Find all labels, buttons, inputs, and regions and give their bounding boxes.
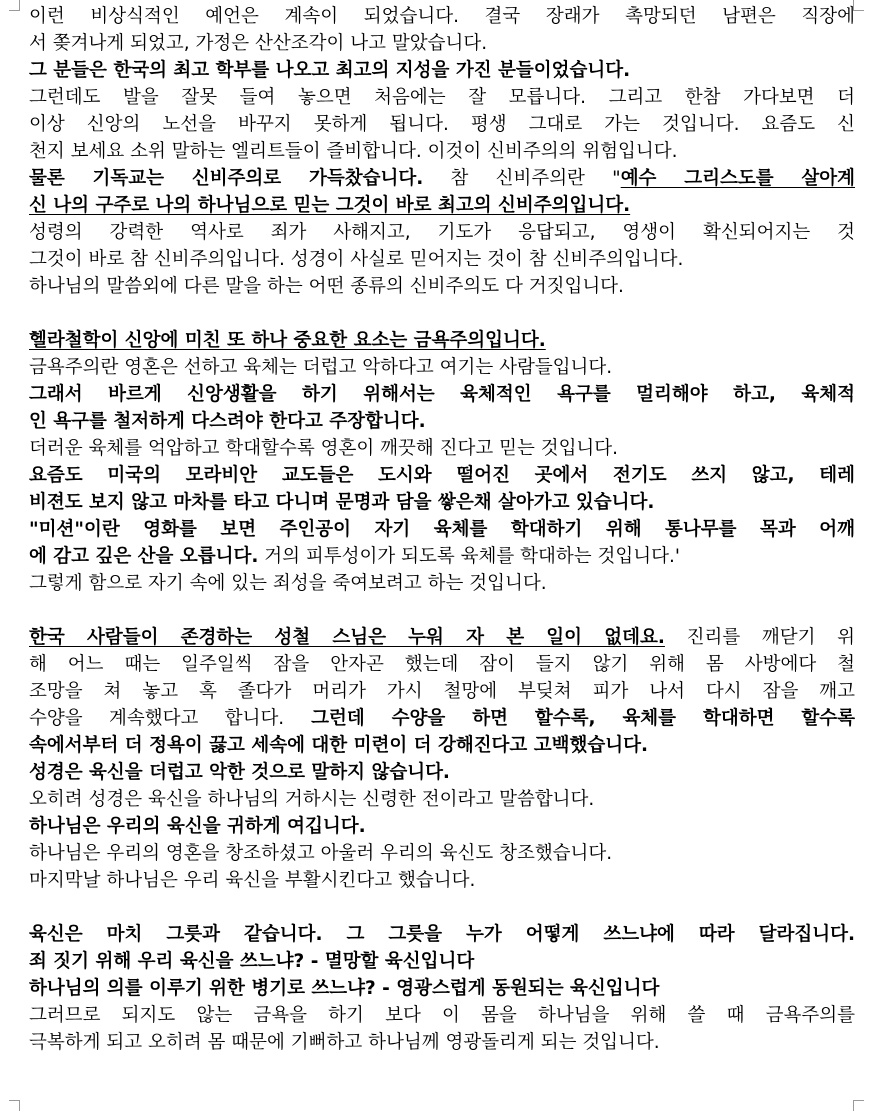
text-line	[29, 489, 855, 516]
text-line	[29, 138, 855, 165]
emphasized-text: 신 나의 구주로 나의 하나님으로 믿는 그것이 바로 최고의 신비주의입니다.	[29, 195, 631, 216]
emphasized-text: 하나님의 의를 이루기 위한 병기로 쓰느냐? - 영광스럽게 동원되는 육신입니다	[29, 978, 660, 999]
body-text: 이상 신앙의 노선을 바꾸지 못하게 됩니다. 평생 그대로 가는 것입니다. 요즘도 신	[29, 114, 855, 135]
text-line	[29, 867, 855, 894]
text-line	[29, 975, 855, 1002]
body-text: 성령의 강력한 역사로 죄가 사해지고, 기도가 응답되고, 영생이 확신되어지는 것	[29, 222, 855, 243]
text-line	[29, 273, 855, 300]
emphasized-text: 예수 그리스도를 살아계	[620, 168, 855, 189]
emphasized-text: 성경은 육신을 더럽고 악한 것으로 말하지 않습니다.	[29, 762, 450, 783]
text-line	[29, 57, 855, 84]
body-text: 참 신비주의란 "	[423, 168, 621, 189]
body-text: 그러므로 되지도 않는 금욕을 하기 보다 이 몸을 하나님을 위해 쓸 때 금욕주의를	[29, 1005, 855, 1026]
body-text: 천지 보세요 소위 말하는 엘리트들이 즐비합니다. 이것이 신비주의의 위험입니다.	[29, 141, 678, 162]
text-line	[29, 1029, 855, 1056]
body-text: 서 쫒겨나게 되었고, 가정은 산산조각이 나고 말았습니다.	[29, 33, 488, 54]
text-line	[29, 219, 855, 246]
text-line	[29, 192, 855, 219]
text-line	[29, 246, 855, 273]
paragraph-gap	[29, 894, 855, 921]
emphasized-text: 그런데 수양을 하면 할수록, 육체를 학대하면 할수록	[284, 708, 855, 729]
body-text: 하나님은 우리의 영혼을 창조하셨고 아울러 우리의 육신도 창조했습니다.	[29, 843, 613, 864]
emphasized-text: 그래서 바르게 신앙생활을 하기 위해서는 육체적인 욕구를 멀리해야 하고, 육체적	[29, 384, 855, 405]
text-line	[29, 759, 855, 786]
text-line	[29, 30, 855, 57]
emphasized-text: 한국 사람들이 존경하는 성철 스님은 누워 자 본 일이 없데요.	[29, 627, 665, 648]
emphasized-text: 그 분들은 한국의 최고 학부를 나오고 최고의 지성을 가진 분들이었습니다.	[29, 60, 631, 81]
emphasized-text: 헬라철학이 신앙에 미친 또 하나 중요한 요소는 금욕주의입니다.	[29, 330, 546, 351]
body-text: 더러운 육체를 억압하고 학대할수록 영혼이 깨끗해 진다고 믿는 것입니다.	[29, 438, 619, 459]
body-text: 마지막날 하나님은 우리 육신을 부활시킨다고 했습니다.	[29, 870, 476, 891]
body-text: 그것이 바로 참 신비주의입니다. 성경이 사실로 믿어지는 것이 참 신비주의입니다.	[29, 249, 684, 270]
text-line	[29, 1002, 855, 1029]
text-line	[29, 462, 855, 489]
text-line	[29, 921, 855, 948]
text-line	[29, 813, 855, 840]
body-text: 수양을 계속했다고 합니다.	[29, 708, 285, 729]
body-text: 조망을 쳐 놓고 혹 졸다가 머리가 가시 철망에 부딪쳐 피가 나서 다시 잠을 깨고	[29, 681, 855, 702]
document-body	[29, 3, 855, 1056]
text-line	[29, 840, 855, 867]
emphasized-text: 인 욕구를 철저하게 다스려야 한다고 주장합니다.	[29, 411, 426, 432]
body-text: 진리를 깨닫기 위	[664, 627, 855, 648]
text-line	[29, 408, 855, 435]
emphasized-text: 에 감고 깊은 산을 오릅니다.	[29, 546, 259, 567]
body-text: 이런 비상식적인 예언은 계속이 되었습니다. 결국 장래가 촉망되던 남편은 직장에	[29, 6, 855, 27]
text-line	[29, 678, 855, 705]
body-text: 거의 피투성이가 되도록 육체를 학대하는 것입니다.'	[258, 546, 680, 567]
page-corner-mark	[853, 1100, 864, 1111]
text-line	[29, 354, 855, 381]
text-line	[29, 111, 855, 138]
text-line	[29, 624, 855, 651]
paragraph-gap	[29, 597, 855, 624]
emphasized-text: 하나님은 우리의 육신을 귀하게 여깁니다.	[29, 816, 366, 837]
body-text: 그런데도 발을 잘못 들여 놓으면 처음에는 잘 모릅니다. 그리고 한참 가다보면 더	[29, 87, 855, 108]
text-line	[29, 786, 855, 813]
text-line	[29, 948, 855, 975]
text-line	[29, 165, 855, 192]
text-line	[29, 327, 855, 354]
text-line	[29, 3, 855, 30]
emphasized-text: 물론 기독교는 신비주의로 가득찼습니다.	[29, 168, 424, 189]
body-text: 금욕주의란 영혼은 선하고 육체는 더럽고 악하다고 여기는 사람들입니다.	[29, 357, 613, 378]
text-line	[29, 651, 855, 678]
page-corner-mark	[9, 0, 20, 11]
body-text: 오히려 성경은 육신을 하나님의 거하시는 신령한 전이라고 말씀합니다.	[29, 789, 595, 810]
text-line	[29, 516, 855, 543]
emphasized-text: 요즘도 미국의 모라비안 교도들은 도시와 떨어진 곳에서 전기도 쓰지 않고, 테레	[29, 465, 855, 486]
emphasized-text: 속에서부터 더 정욕이 끓고 세속에 대한 미련이 더 강해진다고 고백했습니다.	[29, 735, 648, 756]
text-line	[29, 435, 855, 462]
body-text: 해 어느 때는 일주일씩 잠을 안자곤 했는데 잠이 들지 않기 위해 몸 사방에다 철	[29, 654, 855, 675]
emphasized-text: 죄 짓기 위해 우리 육신을 쓰느냐? - 멸망할 육신입니다	[29, 951, 475, 972]
text-line	[29, 570, 855, 597]
paragraph-gap	[29, 300, 855, 327]
emphasized-text: 육신은 마치 그릇과 같습니다. 그 그릇을 누가 어떻게 쓰느냐에 따라 달라집니다.	[29, 924, 855, 945]
page-corner-mark	[9, 1100, 20, 1111]
emphasized-text: "미션"이란 영화를 보면 주인공이 자기 육체를 학대하기 위해 통나무를 목과 어깨	[29, 519, 855, 540]
text-line	[29, 543, 855, 570]
text-line	[29, 732, 855, 759]
text-line	[29, 705, 855, 732]
emphasized-text: 비젼도 보지 않고 마차를 타고 다니며 문명과 담을 쌓은채 살아가고 있습니다.	[29, 492, 655, 513]
body-text: 하나님의 말씀외에 다른 말을 하는 어떤 종류의 신비주의도 다 거짓입니다.	[29, 276, 624, 297]
body-text: 그렇게 함으로 자기 속에 있는 죄성을 죽여보려고 하는 것입니다.	[29, 573, 547, 594]
body-text: 극복하게 되고 오히려 몸 때문에 기뻐하고 하나님께 영광돌리게 되는 것입니다.	[29, 1032, 660, 1053]
text-line	[29, 84, 855, 111]
text-line	[29, 381, 855, 408]
